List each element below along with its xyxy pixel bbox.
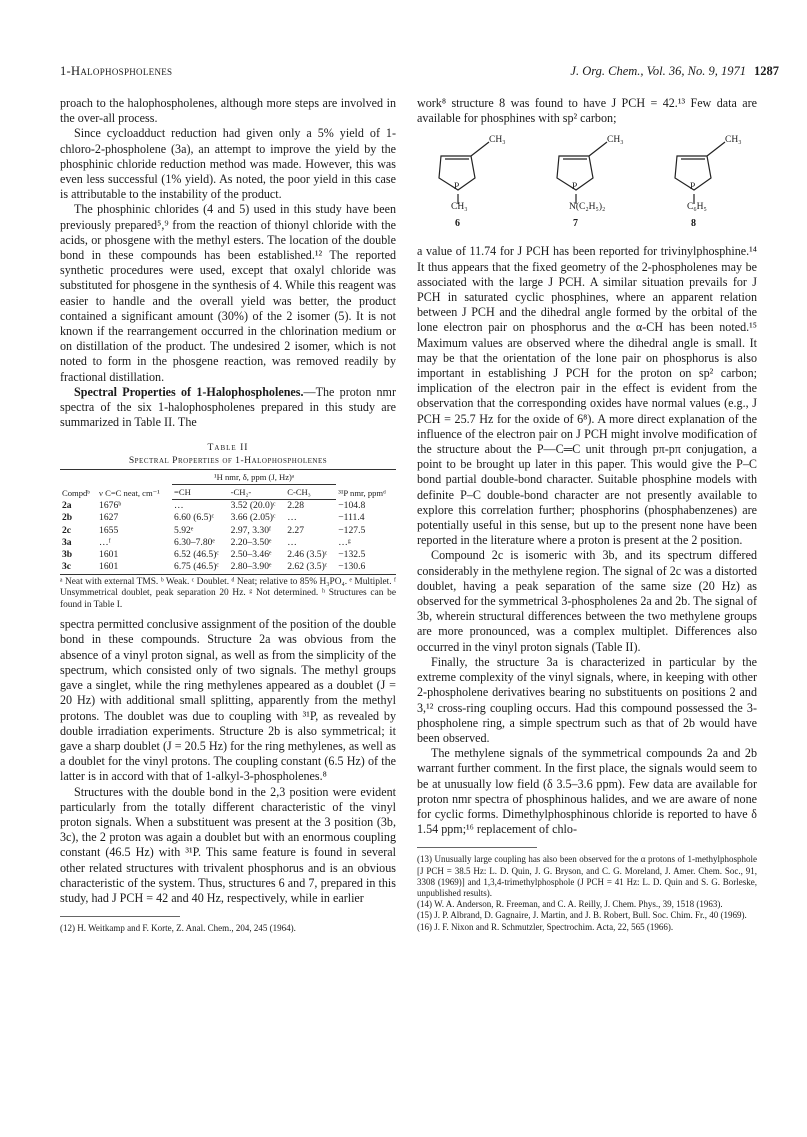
table-cell-cch3: 2.62 (3.5)ᶜ xyxy=(287,561,328,573)
table-cell-p: …ᵍ xyxy=(338,536,351,548)
paragraph: Compound 2c is isomeric with 3b, and its spectrum differed considerably in the methylene region. The signal of 2c was a distorted doublet, having a peak separation of the same size (20 Hz) as observed for the symmetrical 3-phospholenes 2a and 2b. The signal of 3b, wherein structural differences between the two methylene groups are more pronounced, was a complex multiplet. Differences also occurred in the vinyl proton signals (Table II). xyxy=(417,548,757,654)
table-cell-eqch: 6.30–7.80ᵉ xyxy=(174,536,215,548)
table-cell-ir: 1676ᵇ xyxy=(99,500,122,512)
paragraph xyxy=(60,385,396,431)
paragraph: Since cycloadduct reduction had given only a 5% yield of 1-chloro-2-phospholene (3a), an attempt to improve the yield by the phosphinic chloride reduction method was made. However, this was even less successful (1% yield). As noted, the poor yield in this case is attributable to the instability of the product. xyxy=(60,126,396,202)
table-cell-p: −111.4 xyxy=(338,512,365,524)
footnote: (14) W. A. Anderson, R. Freeman, and C. A. Reilly, J. Chem. Phys., 39, 1518 (1963). xyxy=(417,899,723,910)
table-row xyxy=(60,537,396,549)
table-row xyxy=(60,512,396,524)
table-cell-eqch: 6.52 (46.5)ᶜ xyxy=(174,549,219,561)
table-cell-p: −130.6 xyxy=(338,561,366,573)
footnote-rule xyxy=(60,916,180,917)
paragraph: proach to the halophospholenes, although more steps are involved in the over-all process. xyxy=(60,96,396,126)
table-cell-compd: 3a xyxy=(62,536,72,548)
ring-bonds xyxy=(675,142,725,204)
table-cell-compd: 2c xyxy=(62,524,72,536)
left-column xyxy=(60,96,396,934)
ring-bonds xyxy=(439,142,489,204)
table-cell-ir: 1601 xyxy=(99,561,119,573)
table-cell-cch3: … xyxy=(287,512,297,524)
table-title: Table II xyxy=(207,442,249,454)
table-cell-eqch: … xyxy=(174,500,184,512)
methyl-label: CH₃ xyxy=(725,135,742,146)
table-cell-ir: 1601 xyxy=(99,549,119,561)
table-row xyxy=(60,549,396,561)
substituent-label: N(C₂H₅)₂ xyxy=(569,202,606,213)
table-cell-compd: 2a xyxy=(62,500,72,512)
table-cell-ch2: 2.20–3.50ᵉ xyxy=(230,536,272,548)
table-cell-cch3: 2.46 (3.5)ᶜ xyxy=(287,549,328,561)
footnote-rule xyxy=(417,847,537,848)
table-row xyxy=(60,525,396,537)
data-table xyxy=(60,469,396,575)
paragraph: Finally, the structure 3a is characterized in particular by the extreme complexity of the vinyl signals, where, in keeping with other 2-phospholene derivatives bearing no substituents on positions 2 and 3,¹² cross-ring coupling occurs. Had this compound possessed the 3-phospholene ring, a simple spectrum such as that of 2b would have been observed. xyxy=(417,654,757,745)
column-header: ¹H nmr, δ, ppm (J, Hz)ᵃ xyxy=(172,469,336,484)
table-cell-eqch: 5.92ᵉ xyxy=(174,524,194,536)
table-cell-eqch: 6.60 (6.5)ᶜ xyxy=(174,512,215,524)
structure-7 xyxy=(549,132,659,232)
table-cell-cch3: 2.28 xyxy=(287,500,305,512)
paragraph: a value of 11.74 for J PCH has been reported for trivinylphosphine.¹⁴ It thus appears that the fixed geometry of the 2-phospholenes may be associated with the large J PCH. A similar situation prevails for J PCH in saturated cyclic phosphines, where an apparent relation between J PCH and the dihedral angle formed by the orbital of the lone electron pair on phosphorus and the α-CH has been noted.¹⁵ Maximum values are observed where the dihedral angle is small. It may be that the orientation of the lone pair on phosphorus is also important in establishing J PCH for the proton on sp² carbon; implication of the electron pair in the effect is evident from the observation that the corresponding oxides have normal values (e.g., J PCH = 25.7 Hz for the oxide of 6⁸). A more direct explanation of the influence of the electron pair on J PCH might involve modification of the structure about the P—C═C unit through pπ-pπ conjugation, a point to be brought up later in this paper. This would give the P–C bond partial double-bond character. Suitable phosphine models with definite P–C double-bond character are not presently available to explore this correlation further; phosphorins (phosphabenzenes) are potentially useful in this sense, but up to the present none have been reported in the literature where a proton is present at the 2 position. xyxy=(417,244,757,548)
running-header-title: 1-Halophospholenes xyxy=(60,64,173,78)
right-column xyxy=(417,96,757,933)
table-cell-ch2: 2.97, 3.30ᶠ xyxy=(230,524,272,536)
section-heading: Spectral Properties of 1-Halophospholenes. xyxy=(74,384,304,399)
footnote: (15) J. P. Albrand, D. Gagnaire, J. Martin, and J. B. Robert, Bull. Soc. Chim. Fr., 40 (1969). xyxy=(417,910,747,921)
column-header: ³¹P nmr, ppmᵈ xyxy=(338,487,386,498)
page-number: 1287 xyxy=(754,64,779,78)
footnote: (13) Unusually large coupling has also been observed for the α protons of 1-methylphosphole [J PCH = 38.5 Hz: L. D. Quin, J. G. Bryson, and C. G. Moreland, J. Amer. Chem. Soc., 91, 3308 (1969)] and 1,3,4-trimethylphosphole (J PCH = 41 Hz: L. D. Quin and S. G. Borleske, unpublished results). xyxy=(417,854,757,898)
paragraph: spectra permitted conclusive assignment of the position of the double bond in these compounds. Structure 2a was obvious from the absence of a vinyl proton signal, as well as from the simplicity of the spectrum, which consisted only of two signals. The methyl groups gave a singlet, while the ring methylenes appeared as a doublet (J = 20 Hz) with additional small splitting, apparently from the methyl protons. The doublet was due to coupling with ³¹P, as revealed by double irradiation experiments. Structure 2b is also symmetrical; it gave a sharp doublet (J = 20.5 Hz) for the ring methylenes, as well as a doublet for the vinyl protons. The coupling constant (6.5 Hz) of the latter is in accord with that of 1-alkyl-3-phospholenes.⁸ xyxy=(60,617,396,784)
paragraph: The methylene signals of the symmetrical compounds 2a and 2b warrant further comment. In the first place, the signals would seem to be at unusually low field (δ 3.5–3.6 ppm). Few data are available for proton nmr spectra of phosphinous halides, and we are aware of none for cyclic forms. Dimethylphosphinous chloride is reported to have δ 1.54 ppm;¹⁶ replacement of chlo- xyxy=(417,746,757,837)
phosphorus-label: P xyxy=(572,182,578,193)
compound-number: 7 xyxy=(573,218,578,230)
phospholene-ring-drawing xyxy=(431,132,541,216)
paragraph: work⁸ structure 8 was found to have J PCH = 42.¹³ Few data are available for phosphines with sp² carbon; xyxy=(417,96,757,126)
column-header: -CH₂- xyxy=(229,485,286,500)
table-cell-ch2: 3.52 (20.0)ᶜ xyxy=(230,500,276,512)
table-cell-compd: 3b xyxy=(62,549,73,561)
table-cell-compd: 2b xyxy=(62,512,73,524)
phosphorus-label: P xyxy=(690,182,696,193)
footnote: (12) H. Weitkamp and F. Korte, Z. Anal. Chem., 204, 245 (1964). xyxy=(60,923,296,934)
footnotes xyxy=(417,854,757,932)
table-cell-compd: 3c xyxy=(62,561,72,573)
ring-bonds xyxy=(557,142,607,204)
paragraph-text: —The proton nmr spectra of the six 1-halophospholenes prepared in this study are summarized in Table II. The xyxy=(60,384,396,430)
table-notes: ᵃ Neat with external TMS. ᵇ Weak. ᶜ Doublet. ᵈ Neat; relative to 85% H₃PO₄. ᵉ Multiplet. ᶠ Unsymmetrical doublet, peak separation 20 Hz. ᵍ Not determined. ʰ Structures can be found in Table I. xyxy=(60,576,396,610)
structure-row xyxy=(417,132,757,232)
paragraph: Structures with the double bond in the 2,3 position were evident particularly from the totally different characteristic of the vinyl proton signals. When a substituent was present at the 3 position (3b, 3c), the 2 proton was again a doublet but with an enormous coupling constant (46.5 Hz) with ³¹P. This same feature is found in several other related structures with trivalent phosphorus and is an obvious characteristic of the system. Thus, structures 6 and 7, prepared in this study, had J PCH = 42 and 40 Hz, respectively, while in earlier xyxy=(60,784,396,905)
column-header: Compdᵇ xyxy=(62,487,90,498)
table-cell-eqch: 6.75 (46.5)ᶜ xyxy=(174,561,219,573)
column-header: C-CH₃ xyxy=(285,485,336,500)
methyl-label: CH₃ xyxy=(489,135,506,146)
table-row xyxy=(60,561,396,574)
table-cell-p: −132.5 xyxy=(338,549,366,561)
phospholene-ring-drawing xyxy=(667,132,777,216)
table-cell-ch2: 3.66 (2.05)ᶜ xyxy=(230,512,276,524)
substituent-label: CH₃ xyxy=(451,202,468,213)
table-cell-ch2: 2.80–3.90ᵉ xyxy=(230,561,272,573)
running-header-journal xyxy=(570,64,779,79)
table-caption: Spectral Properties of 1-Halophospholenes xyxy=(128,454,328,466)
substituent-label: C₆H₅ xyxy=(687,202,707,213)
table-cell-ir: 1627 xyxy=(99,512,119,524)
methyl-label: CH₃ xyxy=(607,135,624,146)
column-header: =CH xyxy=(172,485,229,500)
table-cell-p: −127.5 xyxy=(338,524,366,536)
phosphorus-label: P xyxy=(454,182,460,193)
table-cell-cch3: 2.27 xyxy=(287,524,305,536)
structure-6 xyxy=(431,132,541,232)
table-row xyxy=(60,500,396,513)
compound-number: 8 xyxy=(691,218,696,230)
footnote: (16) J. F. Nixon and R. Schmutzler, Spectrochim. Acta, 22, 565 (1966). xyxy=(417,921,674,932)
journal-citation: J. Org. Chem., Vol. 36, No. 9, 1971 xyxy=(570,64,746,78)
table-cell-ir: 1655 xyxy=(99,524,119,536)
table-cell-cch3: … xyxy=(287,536,297,548)
compound-number: 6 xyxy=(455,218,460,230)
column-header: ν C=C neat, cm⁻¹ xyxy=(99,487,160,498)
paragraph: The phosphinic chlorides (4 and 5) used in this study have been previously prepared⁵,⁹ from the reaction of thionyl chloride with the acids, or phosgene with the methyl esters. The location of the double bond in these compounds has been established.¹² The reported synthetic procedures were used, except that oxalyl chloride was substituted for phosgene in the synthesis of 4. While this reagent was easier to handle and the overall yield was better, the product contained a significant amount (30%) of the 2 isomer (5). It is not known if the rearrangement occurred in the chlorination medium or on distillation of the product. The undesired 2 isomer, which is not noted to form in the phosgene reaction, was removed readily by fractional distillation. xyxy=(60,202,396,384)
table-cell-ir: …ᶠ xyxy=(99,536,111,548)
table-ii xyxy=(60,442,396,611)
table-cell-p: −104.8 xyxy=(338,500,366,512)
table-cell-ch2: 2.50–3.46ᵉ xyxy=(230,549,272,561)
structure-8 xyxy=(667,132,777,232)
